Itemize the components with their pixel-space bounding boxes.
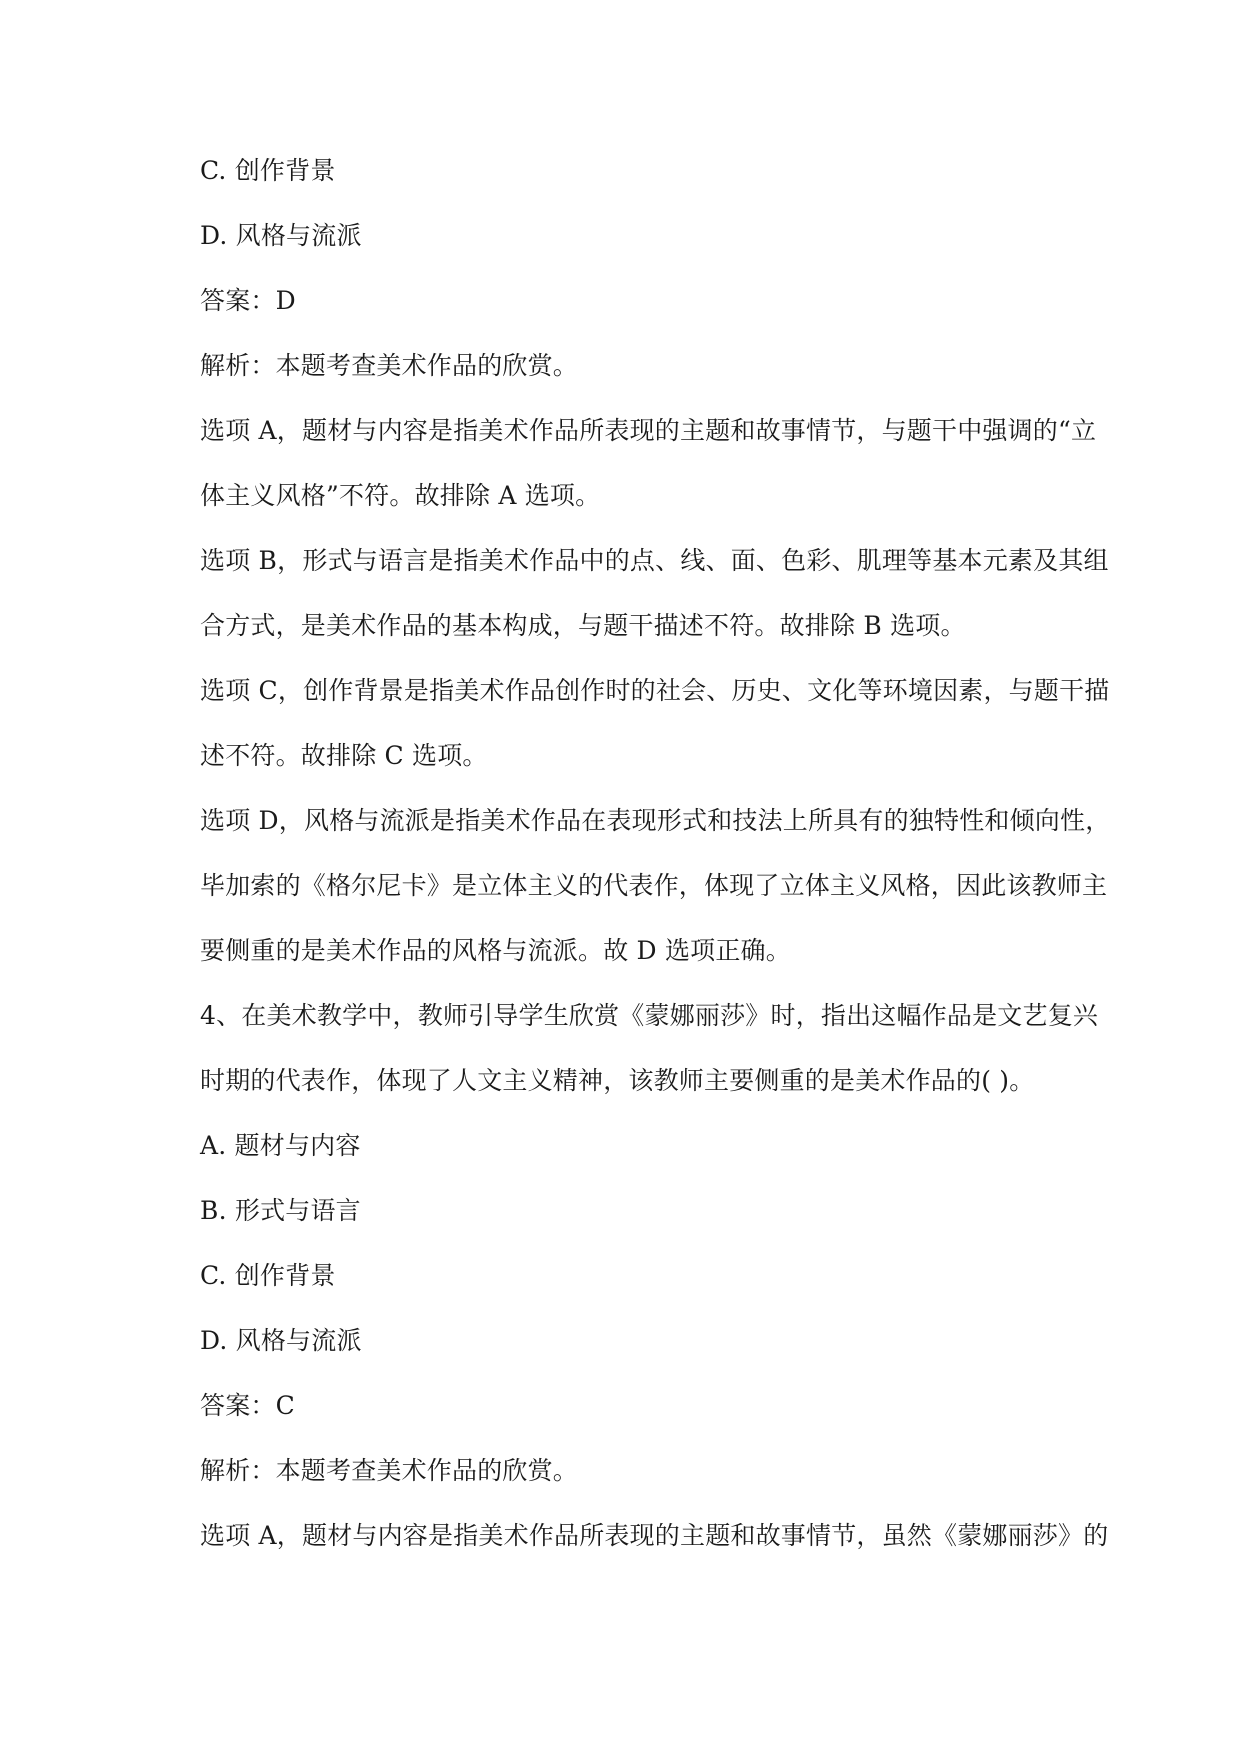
analysis-option-d-line-1: 选项 D，风格与流派是指美术作品在表现形式和技法上所具有的独特性和倾向性，	[200, 806, 1111, 835]
analysis-heading-previous: 解析：本题考查美术作品的欣赏。	[200, 351, 579, 380]
analysis-option-d-line-2: 毕加索的《格尔尼卡》是立体主义的代表作，体现了立体主义风格，因此该教师主	[200, 871, 1108, 900]
option-c-previous: C. 创作背景	[200, 156, 336, 185]
question-4-line-2: 时期的代表作，体现了人文主义精神，该教师主要侧重的是美术作品的( )。	[200, 1066, 1035, 1095]
analysis-option-b-line-1: 选项 B，形式与语言是指美术作品中的点、线、面、色彩、肌理等基本元素及其组	[200, 546, 1109, 575]
question-4-option-c: C. 创作背景	[200, 1261, 336, 1290]
question-4-option-d: D. 风格与流派	[200, 1326, 362, 1355]
question-4-option-a: A. 题材与内容	[200, 1131, 361, 1160]
answer-previous: 答案：D	[200, 286, 296, 315]
analysis-option-d-line-3: 要侧重的是美术作品的风格与流派。故 D 选项正确。	[200, 936, 791, 965]
question-4-option-b: B. 形式与语言	[200, 1196, 361, 1225]
question-4-answer: 答案：C	[200, 1391, 295, 1420]
analysis-option-a-line-2: 体主义风格”不符。故排除 A 选项。	[200, 481, 601, 510]
question-4-analysis-heading: 解析：本题考查美术作品的欣赏。	[200, 1456, 579, 1485]
analysis-option-c-line-1: 选项 C，创作背景是指美术作品创作时的社会、历史、文化等环境因素，与题干描	[200, 676, 1110, 705]
option-d-previous: D. 风格与流派	[200, 221, 362, 250]
analysis-option-a-line-1: 选项 A，题材与内容是指美术作品所表现的主题和故事情节，与题干中强调的“立	[200, 416, 1097, 445]
document-body	[200, 138, 1111, 1568]
analysis-option-b-line-2: 合方式，是美术作品的基本构成，与题干描述不符。故排除 B 选项。	[200, 611, 966, 640]
question-4-analysis-option-a-line-1: 选项 A，题材与内容是指美术作品所表现的主题和故事情节，虽然《蒙娜丽莎》的	[200, 1521, 1109, 1550]
analysis-option-c-line-2: 述不符。故排除 C 选项。	[200, 741, 488, 770]
question-4-line-1: 4、在美术教学中，教师引导学生欣赏《蒙娜丽莎》时，指出这幅作品是文艺复兴	[200, 1001, 1099, 1030]
